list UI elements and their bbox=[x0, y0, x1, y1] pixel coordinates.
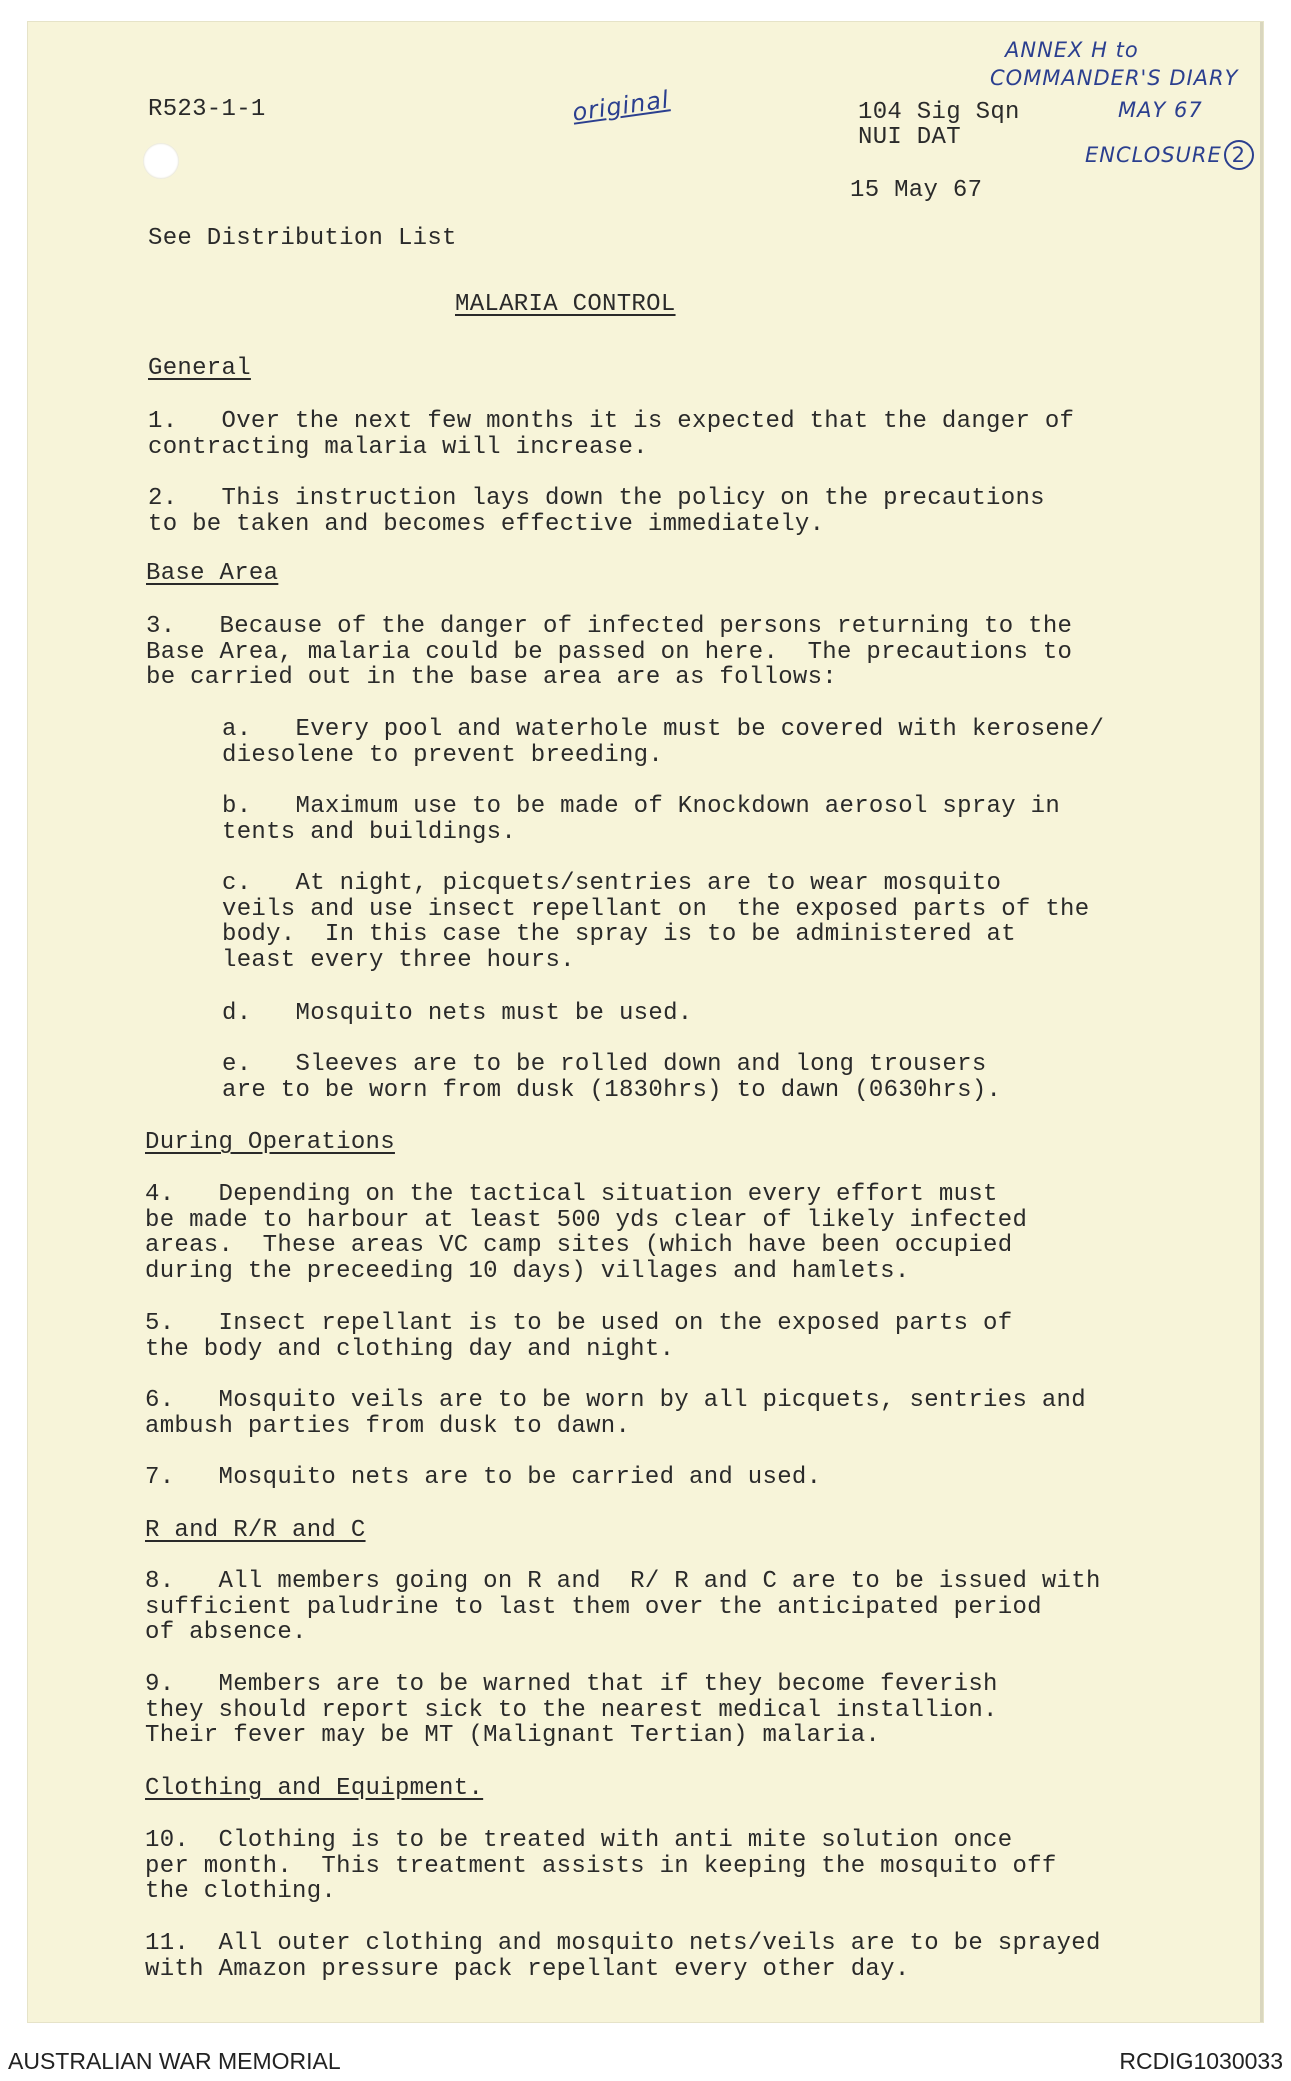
distribution-line: See Distribution List bbox=[148, 225, 457, 252]
paragraph-5: 5. Insect repellant is to be used on the exposed parts of the body and clothing day and night. bbox=[145, 1310, 1013, 1363]
paragraph-8: 8. All members going on R and R/ R and C are to be issued with sufficient paludrine to last them over the anticipated period of absence. bbox=[145, 1568, 1101, 1646]
paragraph-11: 11. All outer clothing and mosquito nets/veils are to be sprayed with Amazon pressure pack repellant every other day. bbox=[145, 1930, 1101, 1983]
document-title: MALARIA CONTROL bbox=[455, 291, 676, 318]
paragraph-3c: c. At night, picquets/sentries are to wear mosquito veils and use insect repellant on the exposed parts of the body. In this case the spray is to be administered at least every three hours. bbox=[222, 870, 1090, 974]
enclosure-annotation bbox=[1085, 140, 1254, 170]
paragraph-7: 7. Mosquito nets are to be carried and used. bbox=[145, 1464, 822, 1491]
document-date: 15 May 67 bbox=[850, 177, 983, 204]
section-base-area: Base Area bbox=[146, 560, 279, 587]
paragraph-3d: d. Mosquito nets must be used. bbox=[222, 1000, 693, 1027]
section-r-and-r: R and R/R and C bbox=[145, 1517, 366, 1544]
unit-location: NUI DAT bbox=[858, 124, 961, 151]
paragraph-6: 6. Mosquito veils are to be worn by all picquets, sentries and ambush parties from dusk to dawn. bbox=[145, 1387, 1086, 1440]
paragraph-4: 4. Depending on the tactical situation every effort must be made to harbour at least 500 yds clear of likely infected areas. These areas VC camp sites (which have been occupied during the preceeding 10 days) villages and hamlets. bbox=[145, 1181, 1028, 1285]
paragraph-3: 3. Because of the danger of infected persons returning to the Base Area, malaria could be passed on here. The precautions to be carried out in the base area are as follows: bbox=[146, 613, 1073, 691]
paragraph-2: 2. This instruction lays down the policy on the precautions to be taken and becomes effective immediately. bbox=[148, 485, 1045, 538]
file-reference: R523-1-1 bbox=[148, 96, 266, 123]
enclosure-number: 2 bbox=[1224, 140, 1254, 170]
section-clothing-equipment: Clothing and Equipment. bbox=[145, 1775, 484, 1802]
paragraph-10: 10. Clothing is to be treated with anti mite solution once per month. This treatment assists in keeping the mosquito off the clothing. bbox=[145, 1827, 1057, 1905]
paragraph-9: 9. Members are to be warned that if they become feverish they should report sick to the nearest medical installion. Their fever may be MT (Malignant Tertian) malaria. bbox=[145, 1671, 998, 1749]
unit-name: 104 Sig Sqn bbox=[858, 99, 1020, 126]
footer-id: RCDIG1030033 bbox=[1119, 2048, 1283, 2074]
footer-source: AUSTRALIAN WAR MEMORIAL bbox=[8, 2048, 341, 2074]
paragraph-1: 1. Over the next few months it is expected that the danger of contracting malaria will increase. bbox=[148, 408, 1075, 461]
section-general: General bbox=[148, 355, 251, 382]
paragraph-3b: b. Maximum use to be made of Knockdown aerosol spray in tents and buildings. bbox=[222, 793, 1061, 846]
original-annotation: original bbox=[570, 85, 672, 127]
enclosure-label: ENCLOSURE bbox=[1085, 143, 1222, 167]
annex-annotation-line3: MAY 67 bbox=[1118, 98, 1203, 122]
annex-annotation-line2: COMMANDER'S DIARY bbox=[990, 66, 1239, 90]
paragraph-3a: a. Every pool and waterhole must be covered with kerosene/ diesolene to prevent breeding. bbox=[222, 716, 1105, 769]
paragraph-3e: e. Sleeves are to be rolled down and long trousers are to be worn from dusk (1830hrs) to dawn (0630hrs). bbox=[222, 1051, 1002, 1104]
section-during-operations: During Operations bbox=[145, 1129, 395, 1156]
annex-annotation-line1: ANNEX H to bbox=[1005, 38, 1139, 62]
punch-hole bbox=[143, 143, 179, 179]
